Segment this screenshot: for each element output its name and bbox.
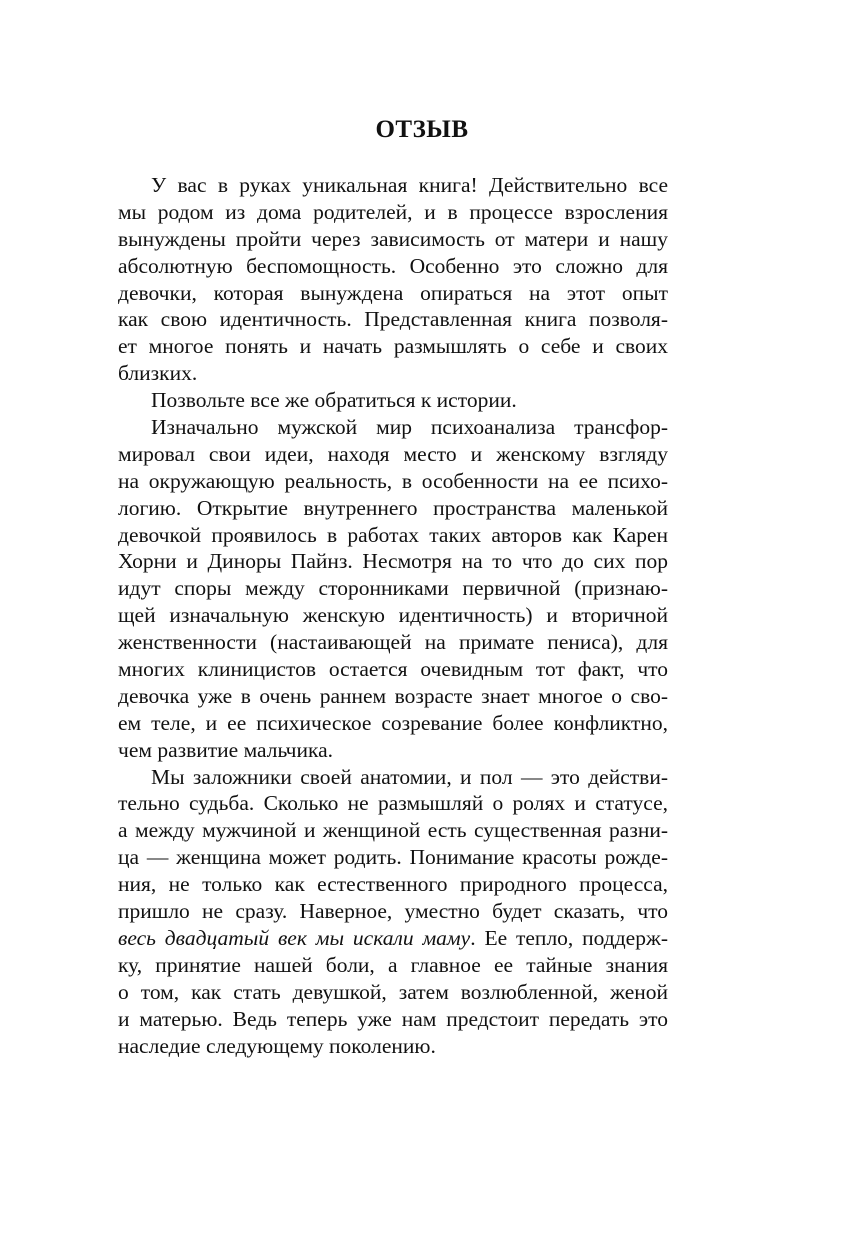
text-line: как свою идентичность. Представленная книга позволя-	[118, 307, 668, 332]
text-line: женственности (настаивающей на примате пениса), для	[118, 630, 668, 655]
italic-phrase: весь двадцатый век мы искали маму	[118, 925, 471, 950]
text-line: ку, принятие нашей боли, а главное ее тайные знания	[118, 952, 668, 977]
text-line: а между мужчиной и женщиной есть существенная разни-	[118, 818, 668, 843]
text-line: девочка уже в очень раннем возрасте знает многое о сво-	[118, 683, 668, 708]
text-line: тельно судьба. Сколько не размышляй о ролях и статусе,	[118, 791, 668, 816]
text-line: мы родом из дома родителей, и в процессе взросления	[118, 199, 668, 224]
text-line: мировал свои идеи, находя место и женскому взгляду	[118, 441, 668, 466]
text-line: многих клиницистов остается очевидным тот факт, что	[118, 657, 668, 682]
text-line: наследие следующему поколению.	[118, 1033, 436, 1058]
text-line: ния, не только как естественного природного процесса,	[118, 872, 668, 897]
text-line: о том, как стать девушкой, затем возлюбленной, женой	[118, 979, 668, 1004]
page-title: ОТЗЫВ	[375, 116, 469, 143]
text-line: на окружающую реальность, в особенности на ее психо-	[118, 468, 668, 493]
text-line: идут споры между сторонниками первичной (признаю-	[118, 576, 668, 601]
text-line: чем развитие мальчика.	[118, 737, 334, 762]
text-line: девочкой проявилось в работах таких авторов как Карен	[118, 522, 668, 547]
text-line	[118, 925, 668, 952]
text-line: девочки, которая вынуждена опираться на этот опыт	[118, 280, 668, 305]
text-line: Мы заложники своей анатомии, и пол — это действи-	[151, 764, 668, 789]
text-line: Изначально мужской мир психоанализа трансфор-	[151, 415, 668, 440]
body-text	[118, 172, 668, 1059]
text-line-rest: . Ее тепло, поддерж-	[470, 925, 668, 950]
text-line: логию. Открытие внутреннего пространства маленькой	[118, 495, 668, 520]
text-line: ца — женщина может родить. Понимание красоты рожде-	[118, 845, 668, 870]
text-line: У вас в руках уникальная книга! Действительно все	[151, 173, 668, 197]
text-line: вынуждены пройти через зависимость от матери и нашу	[118, 226, 668, 251]
text-line: Позвольте все же обратиться к истории.	[151, 388, 517, 413]
text-line: близких.	[118, 361, 198, 386]
text-line: ем теле, и ее психическое созревание более конфликтно,	[118, 710, 668, 735]
text-line: пришло не сразу. Наверное, уместно будет сказать, что	[118, 899, 668, 924]
text-line: ет многое понять и начать размышлять о себе и своих	[118, 334, 668, 359]
text-line: щей изначальную женскую идентичность) и вторичной	[118, 603, 668, 628]
text-line: абсолютную беспомощность. Особенно это сложно для	[118, 253, 668, 278]
text-line: и матерью. Ведь теперь уже нам предстоит передать это	[118, 1006, 668, 1031]
text-line: Хорни и Диноры Пайнз. Несмотря на то что до сих пор	[118, 549, 668, 574]
